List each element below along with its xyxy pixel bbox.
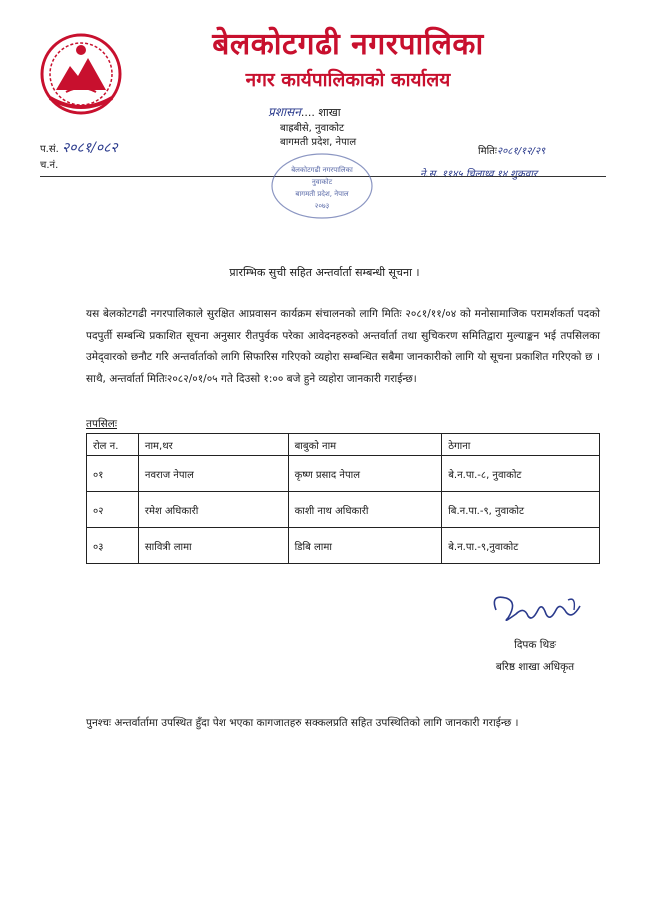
cell-father-name: डिबि लामा (288, 528, 442, 564)
stamp-line-1: बेलकोटगढी नगरपालिका (291, 166, 353, 174)
address-line-2: बागमती प्रदेश, नेपाल (280, 137, 357, 148)
cell-father-name: कृष्ण प्रसाद नेपाल (288, 456, 442, 492)
office-stamp (268, 150, 376, 222)
header-name: नाम,थर (138, 434, 288, 456)
notice-paragraph: यस बेलकोटगढी नगरपालिकाले सुरक्षित आप्रवासन कार्यक्रम संचालनको लागि मितिः २०८१/११/०४ को मनोसामाजिक परामर्शकर्ता पदको पदपुर्ती सम्बन्धि प्रकाशित सूचना अनुसार रीतपुर्वक परेका आवेदनहरुको अन्तर्वार्ता तथा सुचिकरण समितिद्वारा मुल्याङ्कन भई तपसिलका उमेद्‍वारको छनौट गरि अन्तर्वार्ताको लागि सिफारिस गरिएको व्यहोरा सम्बन्धित सबैमा जानकारीको लागि यो सूचना प्रकाशित गरिएको छ ।साथै, अन्तर्वार्ता मितिः२०८२/०१/०५ गते दिउसो १:०० बजे हुने व्यहोरा जानकारी गराईन्छ। (86, 308, 600, 385)
signatory-block (470, 634, 600, 678)
address-line-1: बाह्रबीसे, नुवाकोट (280, 123, 345, 134)
date-value: २०८१/१२/२९ (496, 146, 546, 157)
cell-address: बे.न.पा.-९,नुवाकोट (442, 528, 600, 564)
cell-father-name: काशी नाथ अधिकारी (288, 492, 442, 528)
candidate-table (86, 433, 600, 564)
table-row (87, 492, 600, 528)
postscript: पुनश्चः अन्तर्वार्तामा उपस्थित हुँदा पेश भएका कागजातहरु सक्कलप्रति सहित उपस्थितिको लागि जानकारी गराईन्छ । (86, 717, 519, 729)
signatory-designation: बरिष्ठ शाखा अधिकृत (495, 661, 575, 673)
table-row (87, 456, 600, 492)
nepal-sambat-date: ने.स. ११४५ चिलाथ्व १४ शुक्रवार (420, 169, 538, 180)
header-address: ठेगाना (442, 434, 600, 456)
cell-roll-no: ०२ (87, 492, 139, 528)
reference-block (40, 140, 118, 174)
patra-value: २०८१/०८२ (62, 140, 118, 156)
cell-roll-no: ०१ (87, 456, 139, 492)
branch-dots: .... (300, 106, 315, 119)
branch-suffix: शाखा (318, 106, 341, 119)
notice-title: प्रारम्भिक सुची सहित अन्तर्वार्ता सम्बन्धी सूचना । (229, 266, 420, 279)
table-header-row (87, 434, 600, 456)
stamp-line-3: बागमती प्रदेश, नेपाल (295, 190, 349, 198)
date-line (478, 143, 545, 157)
table-row (87, 528, 600, 564)
tapsil-label: तपसिलः (86, 418, 118, 430)
handwritten-signature (488, 588, 588, 628)
cell-name: नवराज नेपाल (138, 456, 288, 492)
signatory-name: दिपक थिङ (514, 639, 556, 651)
office-address (280, 122, 356, 150)
stamp-line-2: नुवाकोट (311, 178, 333, 186)
cell-address: बि.न.पा.-९, नुवाकोट (442, 492, 600, 528)
cell-address: बे.न.पा.-८, नुवाकोट (442, 456, 600, 492)
cell-name: रमेश अधिकारी (138, 492, 288, 528)
cell-roll-no: ०३ (87, 528, 139, 564)
office-subtitle: नगर कार्यपालिकाको कार्यालय (245, 69, 451, 91)
date-label: मितिः (478, 146, 497, 157)
cell-name: सावित्री लामा (138, 528, 288, 564)
branch-handwritten: प्रशासन (268, 105, 301, 119)
branch-line (268, 103, 341, 120)
patra-label: प.सं. (40, 144, 59, 155)
header-roll-no: रोल न. (87, 434, 139, 456)
header-father-name: बाबुको नाम (288, 434, 442, 456)
municipality-title: बेलकोटगढी नगरपालिका (212, 27, 484, 62)
chalani-label: च.नं. (40, 160, 59, 171)
nepal-emblem-logo (40, 32, 122, 116)
stamp-line-4: २०७३ (314, 202, 330, 210)
